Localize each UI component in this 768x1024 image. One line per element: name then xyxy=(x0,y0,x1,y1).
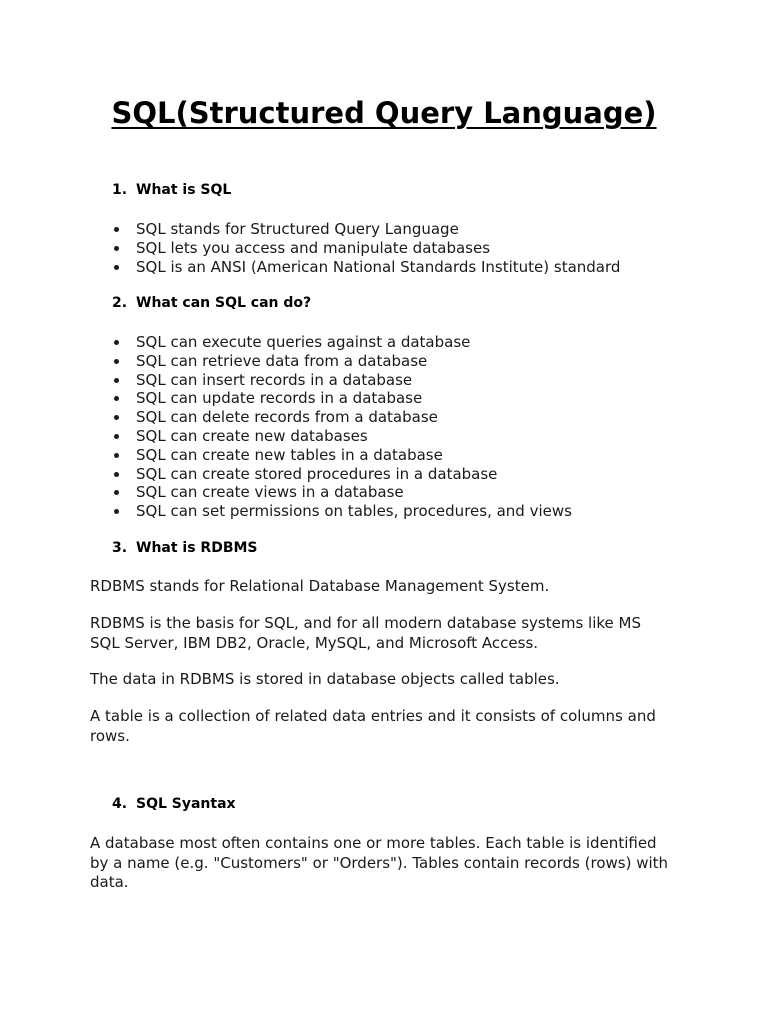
bullet-icon xyxy=(114,359,119,364)
bullet-icon xyxy=(114,434,119,439)
bullet-icon xyxy=(114,472,119,477)
bullet-icon xyxy=(114,246,119,251)
section-heading-what-can-sql-do xyxy=(112,294,311,313)
paragraph-database-tables: A database most often contains one or more tables. Each table is identified by a name (e.g. "Customers" or "Orders"). Tables contain records (rows) with data. xyxy=(90,834,669,891)
list-item: SQL is an ANSI (American National Standards Institute) standard xyxy=(112,258,620,277)
section-heading-text: SQL Syantax xyxy=(136,796,236,812)
section-number: 3. xyxy=(112,540,128,556)
section-heading-text: What is RDBMS xyxy=(136,540,258,556)
bullet-icon xyxy=(114,490,119,495)
list-item: SQL can create new databases xyxy=(112,427,572,446)
list-item: SQL can delete records from a database xyxy=(112,408,572,427)
bullet-icon xyxy=(114,227,119,232)
list-item: SQL stands for Structured Query Language xyxy=(112,220,620,239)
paragraph-table-definition: A table is a collection of related data entries and it consists of columns and rows. xyxy=(90,707,656,745)
bullet-icon xyxy=(114,396,119,401)
section-number: 1. xyxy=(112,182,128,198)
bullet-icon xyxy=(114,453,119,458)
list-item: SQL can update records in a database xyxy=(112,389,572,408)
paragraph-rdbms-basis: RDBMS is the basis for SQL, and for all modern database systems like MS SQL Server, IBM DB2, Oracle, MySQL, and Microsoft Access. xyxy=(90,614,641,652)
bullet-icon xyxy=(114,265,119,270)
list-item: SQL can create views in a database xyxy=(112,483,572,502)
section-heading-text: What can SQL can do? xyxy=(136,295,312,311)
list-item: SQL lets you access and manipulate databases xyxy=(112,239,620,258)
bullet-icon xyxy=(114,378,119,383)
paragraph-rdbms-tables: The data in RDBMS is stored in database objects called tables. xyxy=(90,670,560,688)
section-heading-text: What is SQL xyxy=(136,182,232,198)
bullet-icon xyxy=(114,509,119,514)
section-heading-sql-syntax xyxy=(112,795,236,814)
list-item: SQL can insert records in a database xyxy=(112,371,572,390)
section-number: 4. xyxy=(112,796,128,812)
page-title: SQL(Structured Query Language) xyxy=(111,96,657,130)
section-number: 2. xyxy=(112,295,128,311)
bullet-list-what-is-sql xyxy=(112,220,620,276)
list-item: SQL can create stored procedures in a database xyxy=(112,465,572,484)
list-item: SQL can retrieve data from a database xyxy=(112,352,572,371)
paragraph-rdbms-definition: RDBMS stands for Relational Database Management System. xyxy=(90,577,550,595)
bullet-list-what-can-sql-do xyxy=(112,333,572,521)
bullet-icon xyxy=(114,340,119,345)
list-item: SQL can create new tables in a database xyxy=(112,446,572,465)
section-heading-what-is-sql xyxy=(112,181,231,200)
bullet-icon xyxy=(114,415,119,420)
section-heading-what-is-rdbms xyxy=(112,539,258,558)
list-item: SQL can execute queries against a database xyxy=(112,333,572,352)
list-item: SQL can set permissions on tables, procedures, and views xyxy=(112,502,572,521)
